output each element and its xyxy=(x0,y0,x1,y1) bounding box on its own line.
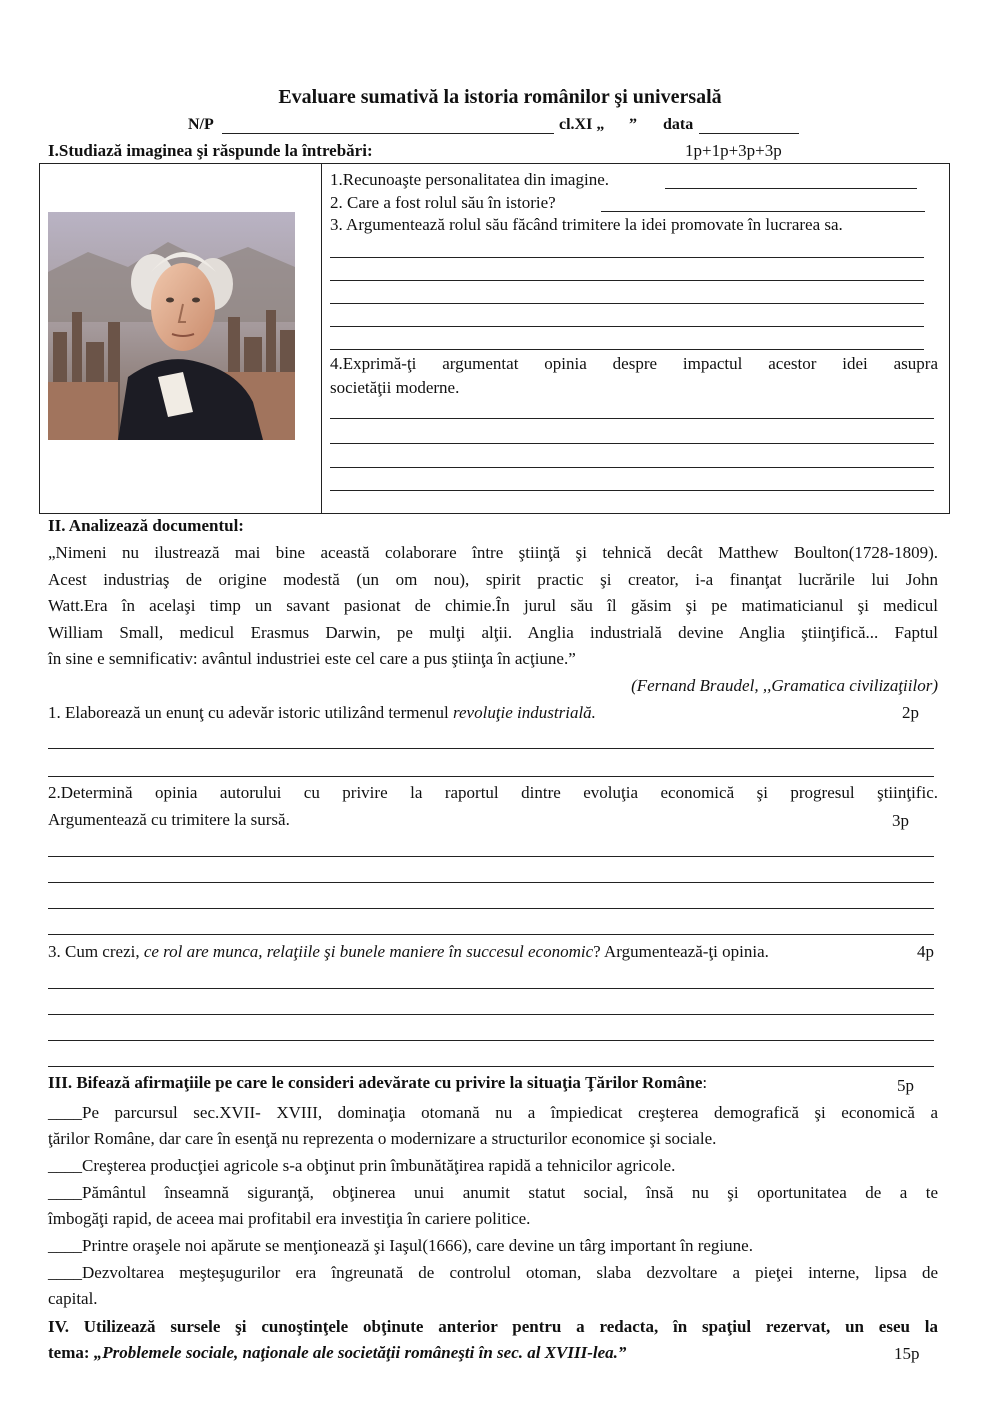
document-line: Acest industriaş de origine modestă (un om nou), spirit practic şi creator, i-a finanţat lucrările lui John xyxy=(48,570,938,589)
s2-q2-points: 3p xyxy=(892,811,909,830)
s1-question-2: 2. Care a fost rolul său în istorie? xyxy=(330,193,556,212)
date-label: data xyxy=(663,116,694,133)
s2-question-1 xyxy=(48,700,596,727)
s2-q3-points: 4p xyxy=(917,942,934,961)
s1-answer-3-line[interactable] xyxy=(330,257,924,258)
statement-1 xyxy=(48,1100,938,1127)
section4-points: 15p xyxy=(894,1344,920,1363)
portrait-image xyxy=(48,212,295,440)
section2-title: II. Analizează documentul: xyxy=(48,516,244,535)
s2-answer-3-line[interactable] xyxy=(48,988,934,989)
s2-q3-prefix: 3. Cum crezi, xyxy=(48,942,144,961)
section3-title xyxy=(48,1073,707,1093)
table-divider xyxy=(321,163,322,513)
s2-answer-1-line[interactable] xyxy=(48,776,934,777)
name-label: N/P xyxy=(188,116,214,133)
s2-q3-italic: ce rol are munca, relaţiile şi bunele maniere în succesul economic xyxy=(143,942,594,961)
s2-q1-text: 1. Elaborează un enunţ cu adevăr istoric utilizând termenul xyxy=(48,703,454,722)
s2-answer-3-line[interactable] xyxy=(48,1040,934,1041)
statement-3-text: Pământul înseamnă siguranţă, obţinerea unui anumit statut social, însă nu şi oportunitatea de a te xyxy=(82,1183,938,1202)
s1-answer-3-line[interactable] xyxy=(330,280,924,281)
section4-title: IV. Utilizează sursele şi cunoştinţele obţinute anterior pentru a redacta, în spaţiul rezervat, un eseu la xyxy=(48,1317,938,1336)
s2-question-2: 2.Determină opinia autorului cu privire la raportul dintre evoluţia economică şi progresul ştiinţific. xyxy=(48,783,938,802)
date-field[interactable] xyxy=(699,133,799,134)
s1-question-3: 3. Argumentează rolul său făcând trimitere la idei promovate în lucrarea sa. xyxy=(330,215,843,234)
statement-checkbox[interactable]: ____ xyxy=(48,1156,82,1175)
class-label: cl.XI „ xyxy=(559,116,605,133)
section4-theme-text: „Problemele sociale, naţionale ale societăţii româneşti în sec. al XVIII-lea.” xyxy=(93,1343,627,1362)
s2-q3-suffix: ? Argumentează-ţi opinia. xyxy=(593,942,769,961)
s1-question-1: 1.Recunoaşte personalitatea din imagine. xyxy=(330,170,609,189)
s1-answer-3-line[interactable] xyxy=(330,303,924,304)
section3-title-colon: : xyxy=(702,1073,708,1092)
s1-answer-3-line[interactable] xyxy=(330,349,924,350)
statement-4 xyxy=(48,1233,753,1260)
section1-points: 1p+1p+3p+3p xyxy=(685,141,782,160)
s2-answer-3-line[interactable] xyxy=(48,1066,934,1067)
class-quote: ” xyxy=(629,116,637,133)
statement-checkbox[interactable]: ____ xyxy=(48,1236,82,1255)
document-line-last: în sine e semnificativ: avântul industriei este cel care a pus ştiinţa în acţiune.” xyxy=(48,649,576,668)
s2-answer-2-line[interactable] xyxy=(48,882,934,883)
s2-q1-points: 2p xyxy=(902,703,919,722)
s2-answer-3-line[interactable] xyxy=(48,1014,934,1015)
s2-answer-2-line[interactable] xyxy=(48,856,934,857)
s1-answer-4-line[interactable] xyxy=(330,418,934,419)
statement-5-text: Dezvoltarea meşteşugurilor era îngreunată de controlul otoman, slaba dezvoltare a pieţei interne, lipsa de xyxy=(82,1263,938,1282)
document-line: „Nimeni nu ilustrează mai bine această colaborare între ştiinţă şi tehnică decât Matthew Boulton(1728-1809). xyxy=(48,543,938,562)
s1-answer-4-line[interactable] xyxy=(330,443,934,444)
s1-question-4: 4.Exprimă-ţi argumentat opinia despre impactul acestor idei asupra xyxy=(330,354,938,373)
s1-answer-4-line[interactable] xyxy=(330,490,934,491)
s1-answer-4-line[interactable] xyxy=(330,467,934,468)
s2-question-2-cont: Argumentează cu trimitere la sursă. xyxy=(48,810,290,829)
s2-answer-2-line[interactable] xyxy=(48,908,934,909)
section3-points: 5p xyxy=(897,1076,914,1095)
section3-title-text: III. Bifează afirmaţiile pe care le consideri adevărate cu privire la situaţia Ţărilor Române xyxy=(48,1073,703,1092)
document-citation: (Fernand Braudel, ,,Gramatica civilizaţiilor) xyxy=(631,676,938,695)
s1-question-4-cont: societăţii moderne. xyxy=(330,378,460,397)
document-line: Watt.Era în acelaşi timp un savant pasionat de chimie.În jurul său îl găsim şi pe matimaticianul şi medicul xyxy=(48,596,938,615)
statement-2-text: Creşterea producţiei agricole s-a obţinut prin îmbunătăţirea rapidă a tehnicilor agricole. xyxy=(82,1156,676,1175)
section4-theme-label: tema: xyxy=(48,1343,94,1362)
statement-checkbox[interactable]: ____ xyxy=(48,1103,82,1122)
statement-4-text: Printre oraşele noi apărute se menţionează şi Iaşul(1666), care devine un târg important în regiune. xyxy=(82,1236,753,1255)
document-line: William Small, medicul Erasmus Darwin, pe mulţi alţii. Anglia industrială devine Anglia ştiinţifică... Faptul xyxy=(48,623,938,642)
s1-answer-1[interactable] xyxy=(665,188,917,189)
statement-1-cont: ţărilor Române, dar care în esenţă nu reprezenta o modernizare a structurilor economice şi sociale. xyxy=(48,1129,717,1148)
statement-3-cont: îmbogăţi rapid, de aceea mai profitabil era investiţia în cariere politice. xyxy=(48,1209,531,1228)
s2-question-3 xyxy=(48,939,769,966)
page-title: Evaluare sumativă la istoria românilor şi universală xyxy=(278,86,722,108)
name-field[interactable] xyxy=(222,133,554,134)
s2-answer-1-line[interactable] xyxy=(48,748,934,749)
statement-5-cont: capital. xyxy=(48,1289,98,1308)
statement-3 xyxy=(48,1180,938,1207)
statement-checkbox[interactable]: ____ xyxy=(48,1263,82,1282)
statement-2 xyxy=(48,1153,675,1180)
s2-q1-term: revoluţie industrială. xyxy=(453,703,596,722)
statement-5 xyxy=(48,1260,938,1287)
section1-title: I.Studiază imaginea şi răspunde la întrebări: xyxy=(48,141,373,160)
s1-answer-3-line[interactable] xyxy=(330,326,924,327)
section4-theme xyxy=(48,1340,626,1367)
s2-answer-2-line[interactable] xyxy=(48,934,934,935)
statement-1-text: Pe parcursul sec.XVII- XVIII, dominaţia otomană nu a împiedicat creşterea demografică şi economică a xyxy=(82,1103,938,1122)
statement-checkbox[interactable]: ____ xyxy=(48,1183,82,1202)
